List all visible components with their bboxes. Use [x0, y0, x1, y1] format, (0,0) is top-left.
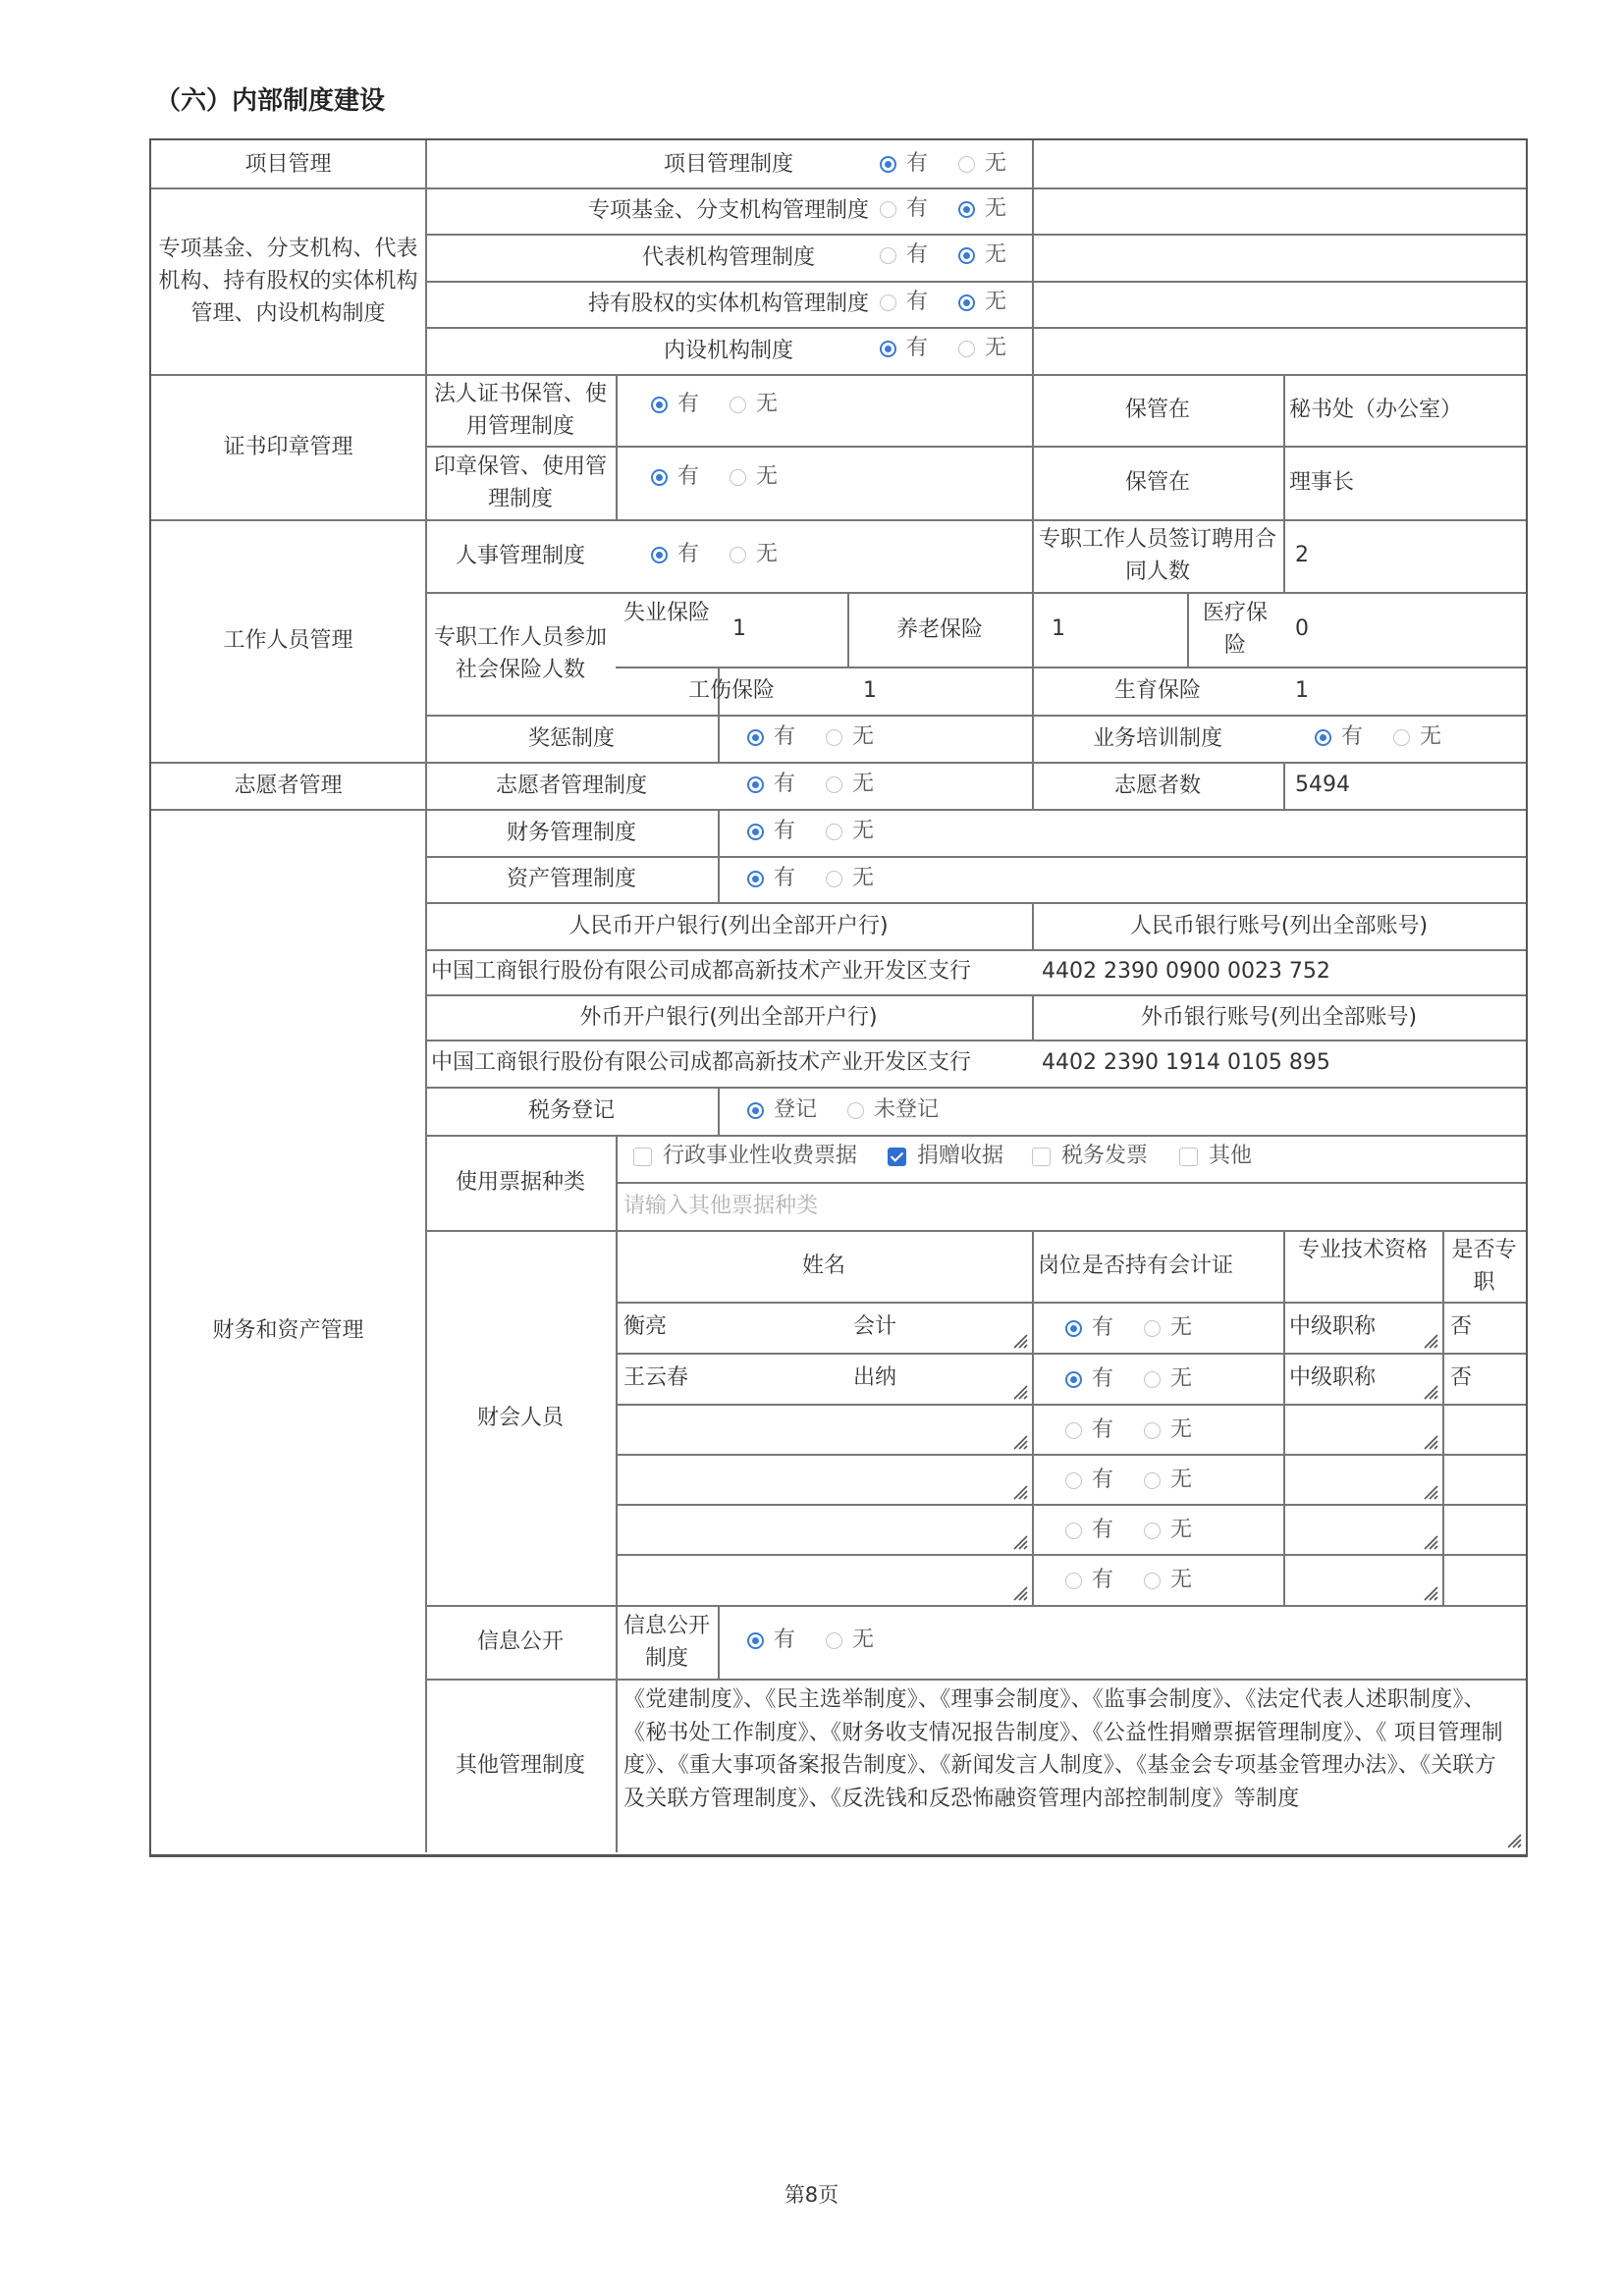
acc-cert-2-yes-label: 有 [1092, 1416, 1114, 1442]
column-divider [1283, 1230, 1285, 1605]
section-title: （六）内部制度建设 [155, 86, 386, 116]
seal-policy-1-yes-radio[interactable] [651, 469, 668, 486]
seal-keeper: 理事长 [1289, 469, 1355, 495]
tax-registered-radio[interactable] [747, 1102, 764, 1119]
acc-fulltime: 否 [1450, 1365, 1473, 1390]
asset-policy-label: 资产管理制度 [506, 867, 636, 891]
category-seal: 证书印章管理 [223, 434, 353, 459]
acc-name: 衡亮 [623, 1314, 668, 1339]
acc-cert-3-yes-radio[interactable] [1065, 1472, 1082, 1489]
row-divider [616, 1454, 1526, 1456]
disclosure-policy-label: 信息公开制度 [622, 1613, 710, 1671]
column-divider [1032, 592, 1034, 715]
asset-policy-no-label: 无 [852, 866, 875, 890]
row-divider [151, 762, 1526, 764]
row-divider [425, 1135, 1526, 1137]
project-policy-yes-radio[interactable] [880, 156, 896, 173]
receipt-type-label: 税务发票 [1061, 1144, 1149, 1168]
branch-policy-label: 专项基金、分支机构管理制度 [587, 198, 869, 223]
row-divider [425, 1040, 1526, 1041]
column-divider [718, 1087, 720, 1135]
acc-cert-4-yes-radio[interactable] [1065, 1522, 1082, 1539]
category-branch: 专项基金、分支机构、代表机构、持有股权的实体机构管理、内设机构制度 [158, 236, 418, 326]
branch-policy-label: 内设机构制度 [663, 338, 793, 363]
branch-policy-1-no-label: 无 [985, 242, 1007, 267]
asset-policy-yes-label: 有 [774, 866, 796, 890]
seal-policy-label: 印章保管、使用管理制度 [433, 454, 607, 511]
acc-header-cert: 是否持有会计证 [1081, 1254, 1233, 1278]
maternity-label: 生育保险 [1113, 678, 1201, 703]
project-policy-yes-label: 有 [906, 151, 929, 176]
maternity-value: 1 [1295, 677, 1309, 703]
column-divider [1032, 1230, 1034, 1605]
row-divider [425, 281, 1526, 283]
row-divider [425, 1087, 1526, 1089]
rmb-account: 4402 2390 0900 0023 752 [1042, 959, 1330, 984]
branch-policy-1-yes-radio[interactable] [880, 247, 896, 264]
acc-cert-4-yes-label: 有 [1092, 1517, 1114, 1542]
resize-grip-icon[interactable] [1012, 1585, 1028, 1601]
column-divider [616, 1230, 618, 1605]
category-finance: 财务和资产管理 [212, 1318, 364, 1343]
row-divider [616, 1504, 1526, 1506]
receipt-type-checkbox[interactable] [1032, 1148, 1051, 1166]
resize-grip-icon[interactable] [1012, 1384, 1028, 1400]
acc-post: 会计 [853, 1314, 897, 1339]
unemployment-value: 1 [732, 616, 746, 641]
acc-cert-1-no-label: 无 [1170, 1366, 1193, 1391]
accountants-label: 财会人员 [476, 1405, 564, 1430]
finance-policy-no-label: 无 [852, 819, 875, 843]
hr-policy-yes-label: 有 [677, 542, 700, 566]
resize-grip-icon[interactable] [1423, 1384, 1438, 1400]
hr-policy-label: 人事管理制度 [455, 543, 585, 568]
acc-cert-3-yes-label: 有 [1092, 1467, 1114, 1492]
column-divider [1032, 902, 1034, 949]
row-divider [616, 1353, 1526, 1355]
column-divider [616, 1135, 618, 1230]
pension-label: 养老保险 [895, 616, 983, 642]
row-divider [425, 234, 1526, 236]
seal-policy-0-no-label: 无 [756, 391, 779, 416]
column-divider [1032, 994, 1034, 1040]
contract-label: 专职工作人员签订聘用合同人数 [1038, 527, 1276, 584]
row-divider [151, 187, 1526, 189]
medical-value: 0 [1295, 616, 1309, 641]
acc-post: 出纳 [853, 1365, 897, 1390]
training-label: 业务培训制度 [1092, 725, 1222, 751]
receipt-other-input[interactable]: 请输入其他票据种类 [623, 1194, 819, 1218]
seal-policy-label: 法人证书保管、使用管理制度 [433, 381, 607, 439]
finance-policy-no-radio[interactable] [826, 824, 842, 840]
branch-policy-label: 持有股权的实体机构管理制度 [587, 292, 869, 316]
receipt-label: 使用票据种类 [455, 1170, 585, 1195]
branch-policy-2-no-radio[interactable] [958, 294, 975, 311]
unemployment-label: 失业保险 [622, 601, 710, 625]
acc-cert-5-yes-label: 有 [1092, 1568, 1114, 1592]
tax-unregistered-label: 未登记 [874, 1097, 940, 1122]
acc-cert-0-no-radio[interactable] [1144, 1320, 1161, 1337]
fx-account-header: 外币银行账号(列出全部账号) [1140, 1004, 1418, 1030]
volunteer-count-label: 志愿者数 [1113, 773, 1201, 798]
disclosure-label: 信息公开 [476, 1629, 564, 1654]
volunteer-policy-no-radio[interactable] [826, 776, 842, 793]
volunteer-policy-yes-radio[interactable] [747, 776, 764, 793]
receipt-type-label: 捐赠收据 [917, 1144, 1004, 1168]
column-divider [616, 374, 618, 519]
branch-policy-2-yes-label: 有 [906, 289, 929, 314]
row-divider [425, 327, 1526, 329]
volunteer-policy-label: 志愿者管理制度 [495, 773, 647, 798]
resize-grip-icon[interactable] [1423, 1484, 1438, 1500]
acc-title: 中级职称 [1289, 1365, 1377, 1390]
row-divider [616, 1554, 1526, 1556]
resize-grip-icon[interactable] [1423, 1585, 1438, 1601]
tax-unregistered-radio[interactable] [847, 1102, 864, 1119]
training-policy-no-label: 无 [1420, 724, 1442, 749]
row-divider [425, 592, 1526, 594]
column-divider [1032, 140, 1034, 374]
receipt-type-label: 其他 [1209, 1144, 1253, 1168]
row-divider [616, 1404, 1526, 1406]
column-divider [1032, 762, 1034, 809]
receipt-type-checkbox[interactable] [888, 1148, 906, 1166]
finance-policy-yes-label: 有 [774, 819, 796, 843]
volunteer-count: 5494 [1295, 773, 1350, 797]
acc-header-fulltime: 是否专职 [1451, 1237, 1517, 1295]
seal-policy-0-yes-label: 有 [677, 391, 700, 416]
reward-policy-no-label: 无 [852, 724, 875, 749]
receipt-type-label: 行政事业性收费票据 [663, 1144, 858, 1168]
asset-policy-no-radio[interactable] [826, 871, 842, 887]
column-divider [718, 809, 720, 902]
row-divider [616, 1302, 1526, 1304]
column-divider [1032, 374, 1034, 592]
tax-label: 税务登记 [527, 1098, 615, 1123]
row-divider [425, 446, 1526, 448]
hr-policy-yes-radio[interactable] [651, 547, 668, 563]
row-divider [425, 856, 1526, 858]
volunteer-policy-yes-label: 有 [774, 772, 796, 796]
fx-bank-header: 外币开户银行(列出全部开户行) [579, 1004, 878, 1030]
branch-policy-1-no-radio[interactable] [958, 247, 975, 264]
column-divider [616, 1605, 618, 1679]
acc-cert-5-no-radio[interactable] [1144, 1573, 1161, 1589]
hr-policy-no-radio[interactable] [730, 547, 746, 563]
injury-label: 工伤保险 [687, 678, 775, 703]
acc-cert-5-yes-radio[interactable] [1065, 1573, 1082, 1589]
seal-keep-label: 保管在 [1124, 470, 1190, 495]
branch-policy-1-yes-label: 有 [906, 242, 929, 267]
acc-cert-1-yes-label: 有 [1092, 1366, 1114, 1391]
resize-grip-icon[interactable] [1423, 1534, 1438, 1550]
column-divider [847, 592, 849, 667]
column-divider [1283, 374, 1285, 592]
acc-cert-0-yes-radio[interactable] [1065, 1320, 1082, 1337]
row-divider [425, 949, 1526, 951]
finance-policy-label: 财务管理制度 [506, 820, 636, 845]
branch-policy-2-no-label: 无 [985, 289, 1007, 314]
seal-keep-label: 保管在 [1124, 398, 1190, 422]
resize-grip-icon[interactable] [1012, 1534, 1028, 1550]
acc-cert-2-no-label: 无 [1170, 1416, 1193, 1442]
acc-name: 王云春 [623, 1365, 689, 1390]
acc-cert-0-no-label: 无 [1170, 1315, 1193, 1340]
row-divider [425, 902, 1526, 904]
branch-policy-3-no-radio[interactable] [958, 341, 975, 357]
column-divider [616, 1679, 618, 1852]
rmb-bank: 中国工商银行股份有限公司成都高新技术产业开发区支行 [431, 959, 972, 984]
training-policy-yes-radio[interactable] [1315, 729, 1331, 746]
acc-title: 中级职称 [1289, 1314, 1377, 1339]
resize-grip-icon[interactable] [1012, 1434, 1028, 1450]
disclosure-policy-no-radio[interactable] [826, 1632, 842, 1649]
branch-policy-3-yes-radio[interactable] [880, 341, 896, 357]
acc-cert-2-yes-radio[interactable] [1065, 1422, 1082, 1439]
training-policy-yes-label: 有 [1341, 724, 1364, 749]
column-divider [1283, 762, 1285, 809]
seal-policy-1-no-radio[interactable] [730, 469, 746, 486]
reward-label: 奖惩制度 [527, 725, 615, 751]
resize-grip-icon[interactable] [1423, 1333, 1438, 1349]
disclosure-policy-yes-radio[interactable] [747, 1632, 764, 1649]
column-divider [1442, 1230, 1444, 1605]
seal-policy-1-no-label: 无 [756, 463, 779, 489]
column-divider [425, 140, 427, 1852]
page-number: 第8页 [784, 2183, 839, 2207]
project-policy-no-label: 无 [985, 151, 1007, 176]
row-divider [151, 374, 1526, 376]
other-policies-label: 其他管理制度 [455, 1753, 585, 1778]
row-divider [425, 994, 1526, 996]
category-volunteer: 志愿者管理 [234, 773, 343, 798]
acc-cert-0-yes-label: 有 [1092, 1315, 1114, 1340]
disclosure-policy-yes-label: 有 [774, 1628, 796, 1652]
seal-policy-1-yes-label: 有 [677, 463, 700, 489]
resize-grip-icon[interactable] [1506, 1833, 1522, 1848]
volunteer-policy-no-label: 无 [852, 772, 875, 796]
resize-grip-icon[interactable] [1012, 1333, 1028, 1349]
asset-policy-yes-radio[interactable] [747, 871, 764, 887]
acc-fulltime: 否 [1450, 1314, 1473, 1339]
acc-cert-4-no-radio[interactable] [1144, 1522, 1161, 1539]
resize-grip-icon[interactable] [1012, 1484, 1028, 1500]
branch-policy-3-yes-label: 有 [906, 336, 929, 360]
fx-bank: 中国工商银行股份有限公司成都高新技术产业开发区支行 [431, 1050, 972, 1075]
row-divider [616, 1182, 1526, 1184]
acc-header-name: 姓名 [801, 1254, 845, 1278]
project-policy-label: 项目管理制度 [663, 151, 793, 177]
branch-policy-0-yes-label: 有 [906, 195, 929, 221]
branch-policy-3-no-label: 无 [985, 336, 1007, 360]
rmb-account-header: 人民币银行账号(列出全部账号) [1129, 913, 1429, 938]
column-divider [718, 1605, 720, 1679]
acc-cert-5-no-label: 无 [1170, 1568, 1193, 1592]
row-divider [151, 519, 1526, 521]
internal-system-form [149, 138, 1528, 1857]
finance-policy-yes-radio[interactable] [747, 824, 764, 840]
row-divider [616, 667, 1526, 668]
column-divider [1187, 592, 1189, 667]
acc-cert-4-no-label: 无 [1170, 1517, 1193, 1542]
training-policy-no-radio[interactable] [1393, 729, 1410, 746]
reward-policy-yes-label: 有 [774, 724, 796, 749]
acc-cert-1-no-radio[interactable] [1144, 1371, 1161, 1388]
branch-policy-0-no-radio[interactable] [958, 201, 975, 218]
branch-policy-2-yes-radio[interactable] [880, 294, 896, 311]
row-divider [425, 1230, 1526, 1232]
row-divider [425, 1605, 1526, 1607]
medical-label: 医疗保险 [1202, 601, 1268, 658]
injury-value: 1 [863, 677, 877, 703]
hr-policy-no-label: 无 [756, 542, 779, 566]
contract-count: 2 [1295, 543, 1309, 567]
other-policies-text: 《党建制度》、《民主选举制度》、《理事会制度》、《监事会制度》、《法定代表人述职制度》、《秘书处工作制度》、《财务收支情况报告制度》、《公益性捐赠票据管理制度》、《 项目管理制度》、《重大事项备案报告制度》、《新闻发言人制度》、《基金会专项基金管理办法》、《关联方及关联方管理制度》、《反洗钱和反恐怖融资管理内部控制制度》等制度 [623, 1687, 1503, 1811]
reward-policy-no-radio[interactable] [826, 729, 842, 746]
project-policy-no-radio[interactable] [958, 156, 975, 173]
seal-policy-0-no-radio[interactable] [730, 397, 746, 413]
acc-header-post: 岗位 [1038, 1254, 1082, 1278]
seal-keeper: 秘书处（办公室） [1289, 397, 1463, 422]
acc-cert-3-no-radio[interactable] [1144, 1472, 1161, 1489]
acc-cert-1-yes-radio[interactable] [1065, 1371, 1082, 1388]
tax-registered-label: 登记 [774, 1097, 818, 1122]
reward-policy-yes-radio[interactable] [747, 729, 764, 746]
resize-grip-icon[interactable] [1423, 1434, 1438, 1450]
disclosure-policy-no-label: 无 [852, 1628, 875, 1652]
insurance-label: 专职工作人员参加社会保险人数 [433, 624, 607, 682]
row-divider [425, 1679, 1526, 1681]
branch-policy-0-no-label: 无 [985, 195, 1007, 221]
receipt-type-checkbox[interactable] [1179, 1148, 1198, 1166]
pension-value: 1 [1052, 616, 1065, 641]
category-staff: 工作人员管理 [223, 628, 353, 653]
row-divider [425, 715, 1526, 717]
acc-header-title: 专业技术资格 [1297, 1237, 1428, 1262]
branch-policy-label: 代表机构管理制度 [641, 244, 815, 270]
fx-account: 4402 2390 1914 0105 895 [1042, 1050, 1330, 1075]
branch-policy-0-yes-radio[interactable] [880, 201, 896, 218]
rmb-bank-header: 人民币开户银行(列出全部开户行) [568, 913, 889, 938]
receipt-type-checkbox[interactable] [633, 1148, 652, 1166]
acc-cert-2-no-radio[interactable] [1144, 1422, 1161, 1439]
row-divider [151, 809, 1526, 811]
seal-policy-0-yes-radio[interactable] [651, 397, 668, 413]
category-project: 项目管理 [244, 151, 332, 177]
acc-cert-3-no-label: 无 [1170, 1467, 1193, 1492]
